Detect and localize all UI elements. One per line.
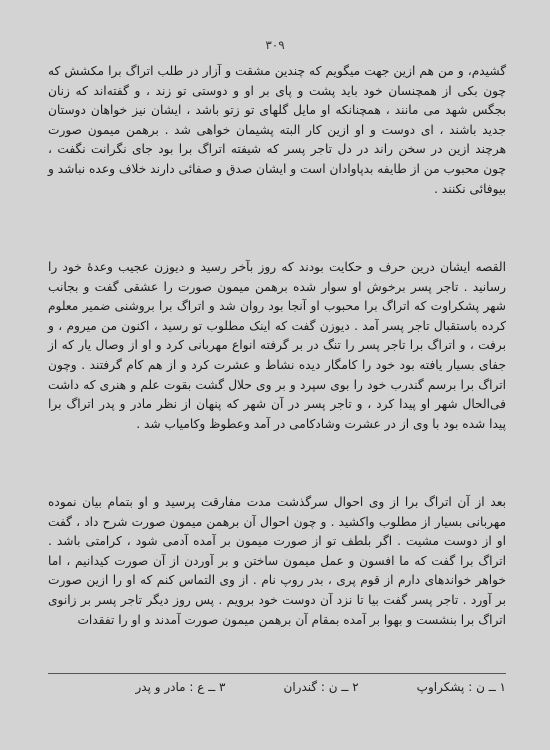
footnote-3: ۳ ــ ع : مادر و پدر <box>135 680 226 694</box>
footnote-divider <box>48 673 506 674</box>
paragraph-1 <box>48 62 506 199</box>
footnotes <box>48 680 506 694</box>
paragraph-text: بعد از آن اتراگ برا از وی احوال سرگذشت مدت مفارقت پرسید و او بتمام بیان نموده مهربانی بسیار از مطلوب واکشید . و چون احوال آن برهمن میمون صورت شرح داد ، گفت او از دوست مشیت . اگر بلطف تو از صورت میمون بر آمده آدمی شود ، کرامتی باشد . اتراگ برا گفت که ما افسون و عمل میمون ساختن و بر آوردن از آن صورت کیدانیم ، اما خواهر خواندهای دارم از قوم پری ، بدر روپ نام . از وی التماس کنم که او را ازین صورت بر آورد . تاجر پسر گفت بیا تا نزد آن دوست خود برویم . پس روز دیگر تاجر پسر بر زانوی اتراگ برا بنشست و بهوا بر آمده بمقام آن برهمن میمون صورت آمدند و او را تفقدات <box>48 495 506 627</box>
paragraph-3 <box>48 493 506 630</box>
footnote-2: ۲ ــ ن : گندران <box>283 680 359 694</box>
footnote-1: ۱ ــ ن : پشکراوپ <box>416 680 506 694</box>
paragraph-text: القصه ایشان درین حرف و حکایت بودند که روز بآخر رسید و دیوزن عجیب وعدهٔ خود را رسانید . تاجر پسر برخوش او سوار شده برهمن میمون صورت را عشقی گفت و بجانب شهر پشکراوت که اتراگ برا محبوب او آنجا بود روان شد و اتراگ برا بروشنی ضمیر معلوم کرده باستقبال تاجر پسر آمد . دیوزن گفت که اینک مطلوب تو رسید ، اکنون من میروم ، و برفت ، و اتراگ برا تاجر پسر را تنگ در بر گرفته انواع مهربانی کرد و او از وصال یار که از جفای بسیار یافته بود خود را کامگار دیده نشاط و عشرت کرد و از هم کام گرفتند . وچون اتراگ برا برسم گندرب خود را بوی سپرد و بر وی حلال گشت بقوت علم و هنری که داشت فی‌الحال شهر او پیدا کرد ، و تاجر پسر در آن شهر که پنهان از نظر مادر و پدر اتراگ برا پیدا شده بود با وی از در عشرت وشادکامی در آمد وعطوظ وکامیاب شد . <box>48 260 506 431</box>
page-number: ۳۰۹ <box>265 38 285 52</box>
paragraph-text: گشیدم، و من هم ازین جهت میگویم که چندین مشقت و آزار در طلب اتراگ برا مکشش که چون بکی از همچنسان خود باید پشت و پای بر او و دوستی تو زند ، و گفته‌اند که زنان بجگس شهد می مانند ، همچنانکه او مایل گلهای تو زتو باشد ، ایشان نیز خواهان دوستان جدید باشند ، ای دوست و او ازین کار البته پشیمان خواهی شد . برهمن میمون صورت هرچند ازین در سخن راند در دل تاجر پسر که شیفته اتراگ برا بود جای نگرانت نگفت ، چون محبوب من از طایفه بدپاوادان است و ایشان صدق و صفائی دارند خلاف وعده نباشد و بیوفائی نکنند . <box>48 64 506 196</box>
paragraph-2 <box>48 258 506 434</box>
